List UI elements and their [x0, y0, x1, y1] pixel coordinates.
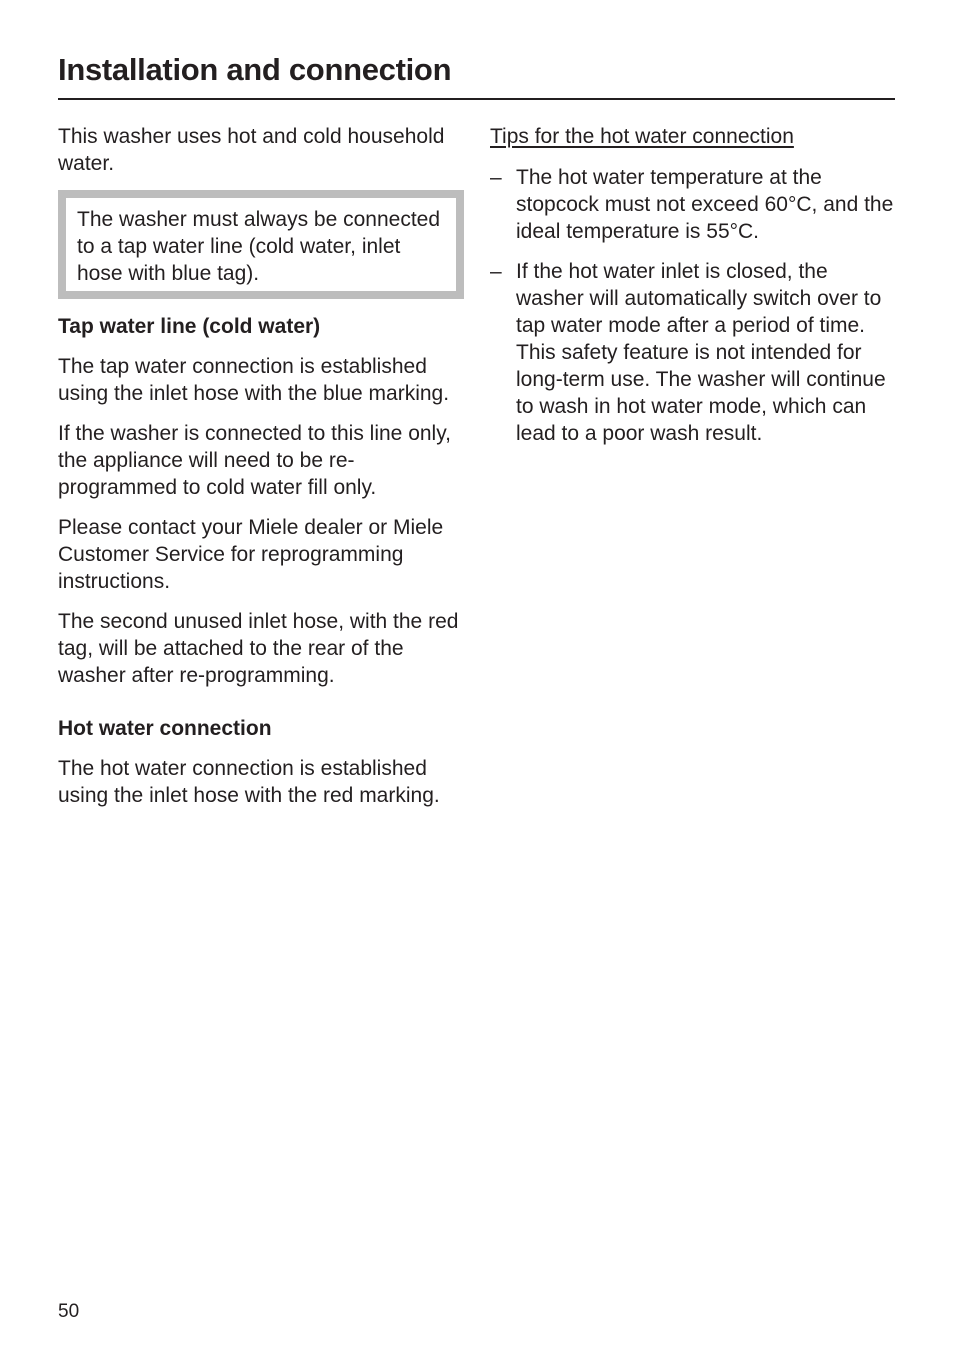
cold-water-paragraph: If the washer is connected to this line only, the appliance will need to be re-programmed to cold water fill only.: [58, 422, 451, 499]
title-divider: [58, 98, 895, 100]
tip-item: [490, 164, 900, 245]
tips-list: [490, 164, 900, 447]
tip-text: The hot water temperature at the stopcock must not exceed 60°C, and the ideal temperature is 55°C.: [516, 166, 894, 243]
page-title: Installation and connection: [58, 52, 452, 87]
page-number: 50: [58, 1301, 80, 1322]
tip-text: If the hot water inlet is closed, the washer will automatically switch over to tap water mode after a period of time. This safety feature is not intended for long-term use. The washer will continue to wash in hot water mode, which can lead to a poor wash result.: [516, 260, 886, 445]
cold-water-paragraph: The second unused inlet hose, with the red tag, will be attached to the rear of the washer after re-programming.: [58, 610, 459, 687]
dash-bullet-icon: –: [490, 166, 502, 189]
hot-water-paragraph: The hot water connection is established using the inlet hose with the red marking.: [58, 757, 440, 807]
note-box: [58, 190, 464, 299]
left-column: [58, 123, 468, 822]
cold-water-paragraph: The tap water connection is established using the inlet hose with the blue marking.: [58, 355, 450, 405]
cold-water-paragraph: Please contact your Miele dealer or Miele Customer Service for reprogramming instructions.: [58, 516, 444, 593]
intro-paragraph: This washer uses hot and cold household water.: [58, 125, 445, 175]
cold-water-heading: Tap water line (cold water): [58, 315, 321, 338]
tips-heading: Tips for the hot water connection: [490, 125, 794, 148]
dash-bullet-icon: –: [490, 260, 502, 283]
right-column: [490, 123, 900, 460]
hot-water-heading: Hot water connection: [58, 717, 272, 740]
tip-item: [490, 258, 900, 447]
note-text: The washer must always be connected to a tap water line (cold water, inlet hose with blue tag).: [77, 208, 441, 285]
